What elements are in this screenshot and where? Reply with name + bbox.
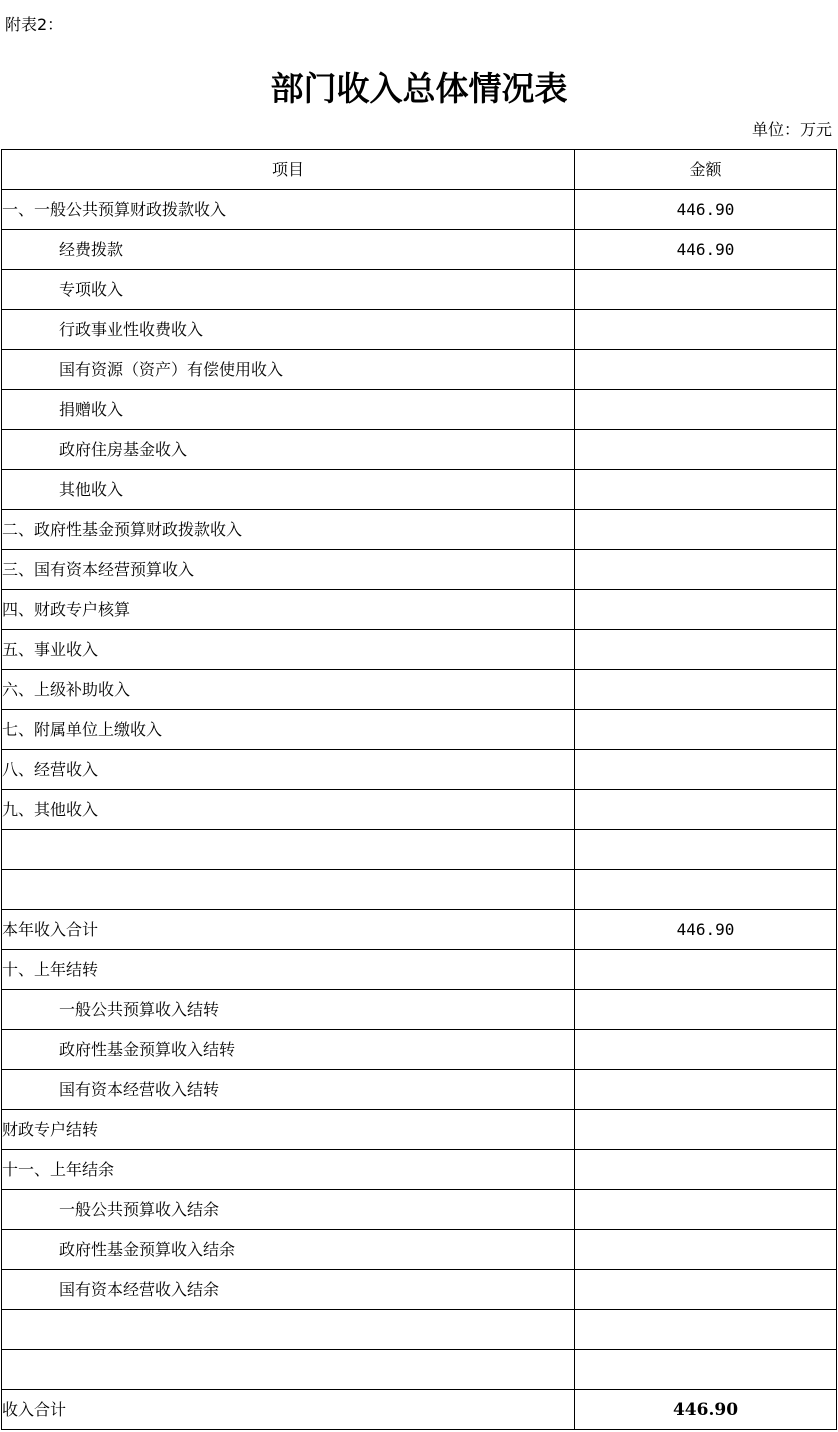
row-item-cell: 六、上级补助收入: [2, 670, 575, 710]
column-header-item: 项目: [2, 150, 575, 190]
total-row: [2, 1390, 837, 1430]
table-row: [2, 310, 837, 350]
row-item-cell: 一、一般公共预算财政拨款收入: [2, 190, 575, 230]
row-item-cell: 政府性基金预算收入结余: [2, 1230, 575, 1270]
row-item-cell: 二、政府性基金预算财政拨款收入: [2, 510, 575, 550]
row-amount-cell: [575, 270, 837, 310]
row-item-cell: 专项收入: [2, 270, 575, 310]
row-amount-cell: [575, 670, 837, 710]
table-row: [2, 470, 837, 510]
table-row: [2, 1030, 837, 1070]
table-row: [2, 790, 837, 830]
row-item-cell: 国有资本经营收入结余: [2, 1270, 575, 1310]
row-amount-cell: [575, 1190, 837, 1230]
row-item-cell: 政府性基金预算收入结转: [2, 1030, 575, 1070]
table-row: [2, 430, 837, 470]
row-item-cell: 政府住房基金收入: [2, 430, 575, 470]
row-item-cell: 八、经营收入: [2, 750, 575, 790]
row-amount-cell: 446.90: [575, 230, 837, 270]
total-amount-cell: 446.90: [575, 1390, 837, 1430]
row-amount-cell: [575, 1030, 837, 1070]
unit-label: 单位：万元: [751, 120, 832, 139]
row-item-cell: [2, 830, 575, 870]
row-item-cell: 行政事业性收费收入: [2, 310, 575, 350]
row-amount-cell: [575, 390, 837, 430]
total-label-cell: 收入合计: [2, 1390, 575, 1430]
page-title: 部门收入总体情况表: [270, 69, 568, 108]
row-item-cell: 十一、上年结余: [2, 1150, 575, 1190]
table-row: [2, 1190, 837, 1230]
row-item-cell: 三、国有资本经营预算收入: [2, 550, 575, 590]
column-header-amount: 金额: [575, 150, 837, 190]
row-item-cell: 其他收入: [2, 470, 575, 510]
row-amount-cell: [575, 470, 837, 510]
table-row: [2, 1350, 837, 1390]
table-row: [2, 1110, 837, 1150]
row-amount-cell: [575, 710, 837, 750]
row-amount-cell: [575, 1110, 837, 1150]
row-amount-cell: [575, 1350, 837, 1390]
table-row: [2, 630, 837, 670]
row-item-cell: 七、附属单位上缴收入: [2, 710, 575, 750]
row-item-cell: 国有资源（资产）有偿使用收入: [2, 350, 575, 390]
table-row: [2, 710, 837, 750]
table-row: [2, 230, 837, 270]
row-amount-cell: [575, 550, 837, 590]
row-item-cell: 十、上年结转: [2, 950, 575, 990]
table-row: [2, 1230, 837, 1270]
row-item-cell: 一般公共预算收入结余: [2, 1190, 575, 1230]
table-row: [2, 510, 837, 550]
row-item-cell: 国有资本经营收入结转: [2, 1070, 575, 1110]
attachment-label: 附表2：: [5, 15, 64, 34]
table-row: [2, 990, 837, 1030]
table-row: [2, 270, 837, 310]
row-item-cell: 捐赠收入: [2, 390, 575, 430]
row-amount-cell: [575, 1070, 837, 1110]
row-amount-cell: [575, 830, 837, 870]
row-item-cell: 经费拨款: [2, 230, 575, 270]
table-row: [2, 350, 837, 390]
row-amount-cell: [575, 990, 837, 1030]
row-item-cell: 财政专户结转: [2, 1110, 575, 1150]
row-item-cell: [2, 1350, 575, 1390]
table-header-row: [2, 150, 837, 190]
row-amount-cell: [575, 1270, 837, 1310]
row-item-cell: 九、其他收入: [2, 790, 575, 830]
table-row: [2, 1270, 837, 1310]
table-row: [2, 750, 837, 790]
row-amount-cell: [575, 430, 837, 470]
row-item-cell: 一般公共预算收入结转: [2, 990, 575, 1030]
table-row: [2, 550, 837, 590]
row-amount-cell: [575, 1230, 837, 1270]
row-amount-cell: [575, 870, 837, 910]
row-item-cell: 本年收入合计: [2, 910, 575, 950]
row-amount-cell: 446.90: [575, 910, 837, 950]
row-amount-cell: [575, 350, 837, 390]
table-row: [2, 1070, 837, 1110]
table-row: [2, 910, 837, 950]
table-row: [2, 950, 837, 990]
row-item-cell: 四、财政专户核算: [2, 590, 575, 630]
row-item-cell: [2, 870, 575, 910]
table-row: [2, 830, 837, 870]
row-amount-cell: [575, 510, 837, 550]
row-amount-cell: [575, 630, 837, 670]
row-amount-cell: 446.90: [575, 190, 837, 230]
row-amount-cell: [575, 590, 837, 630]
income-table-body: [2, 150, 837, 1430]
table-row: [2, 870, 837, 910]
table-row: [2, 390, 837, 430]
table-row: [2, 1310, 837, 1350]
table-row: [2, 670, 837, 710]
row-amount-cell: [575, 1150, 837, 1190]
table-row: [2, 1150, 837, 1190]
table-row: [2, 190, 837, 230]
row-amount-cell: [575, 950, 837, 990]
table-row: [2, 590, 837, 630]
row-item-cell: 五、事业收入: [2, 630, 575, 670]
row-item-cell: [2, 1310, 575, 1350]
row-amount-cell: [575, 750, 837, 790]
row-amount-cell: [575, 310, 837, 350]
row-amount-cell: [575, 790, 837, 830]
row-amount-cell: [575, 1310, 837, 1350]
income-table: [1, 149, 837, 1430]
